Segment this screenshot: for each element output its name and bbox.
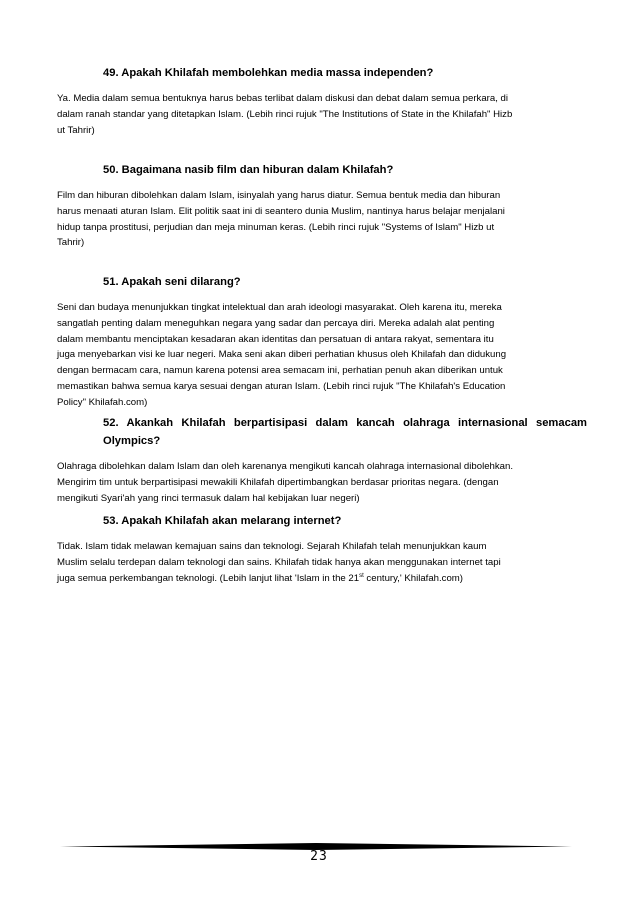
question-heading: 49. Apakah Khilafah membolehkan media massa independen? [103,67,434,79]
question-heading: 51. Apakah seni dilarang? [103,276,241,288]
ordinal-superscript: st [359,572,364,579]
answer-paragraph: Olahraga dibolehkan dalam Islam dan oleh karenanya mengikuti kancah olahraga internasional dibolehkan. Mengirim tim untuk berpartisipasi mewakili Khilafah dipertimbangkan berdasar prioritas negara. (dengan mengikuti Syari'ah yang rinci termasuk dalam hal kebijakan luar negeri) [57,461,514,504]
answer-paragraph: Ya. Media dalam semua bentuknya harus bebas terlibat dalam diskusi dan debat dalam semua perkara, di dalam ranah standar yang ditetapkan Islam. (Lebih rinci rujuk "The Institutions of State in the Khilafah" Hizb ut Tahrir) [57,93,513,136]
page-number: 23 [310,849,328,864]
question-heading: 50. Bagaimana nasib film dan hiburan dalam Khilafah? [103,164,394,176]
answer-text: Tidak. Islam tidak melawan kemajuan sains dan teknologi. Sejarah Khilafah telah menunjukkan kaum Muslim selalu terdepan dalam teknologi dan sains. Khilafah tidak hanya akan menggunakan internet tapi juga semua perkembangan teknologi. (Lebih lanjut lihat 'Islam in the 21 [57,541,501,584]
qa-item-53 [57,512,587,586]
qa-item-50 [57,161,587,251]
answer-paragraph: Seni dan budaya menunjukkan tingkat intelektual dan arah ideologi masyarakat. Oleh karena itu, mereka sangatlah penting dalam meneguhkan negara yang sadar dan percaya diri. Mereka adalah alat penting dalam membantu menciptakan kesadaran akan identitas dan persatuan di antara rakyat, sementara itu juga menyebarkan visi ke luar negeri. Maka seni akan diberi perhatian khusus oleh Khilafah dan didukung dengan bermacam cara, namun karena potensi area semacam ini, perhatian penuh akan diberikan untuk memastikan bahwa semua karya sesuai dengan aturan Islam. (Lebih rinci rujuk "The Khilafah's Education Policy" Khilafah.com) [57,302,507,408]
question-heading: 53. Apakah Khilafah akan melarang internet? [103,515,342,527]
answer-paragraph: Film dan hiburan dibolehkan dalam Islam, isinyalah yang harus diatur. Semua bentuk media dan hiburan harus menaati aturan Islam. Elit politik saat ini di seantero dunia Muslim, nantinya harus belajar menjalani hidup tanpa prostitusi, perjudian dan meja minuman keras. (Lebih rinci rujuk "Systems of Islam" Hizb ut Tahrir) [57,190,505,249]
qa-item-51 [57,273,587,411]
answer-text-end: century,' Khilafah.com) [363,572,463,584]
answer-paragraph [57,539,587,586]
qa-item-49 [57,64,587,138]
qa-item-52 [57,414,587,506]
question-heading: 52. Akankah Khilafah berpartisipasi dalam kancah olahraga internasional semacam Olympics? [103,417,587,447]
